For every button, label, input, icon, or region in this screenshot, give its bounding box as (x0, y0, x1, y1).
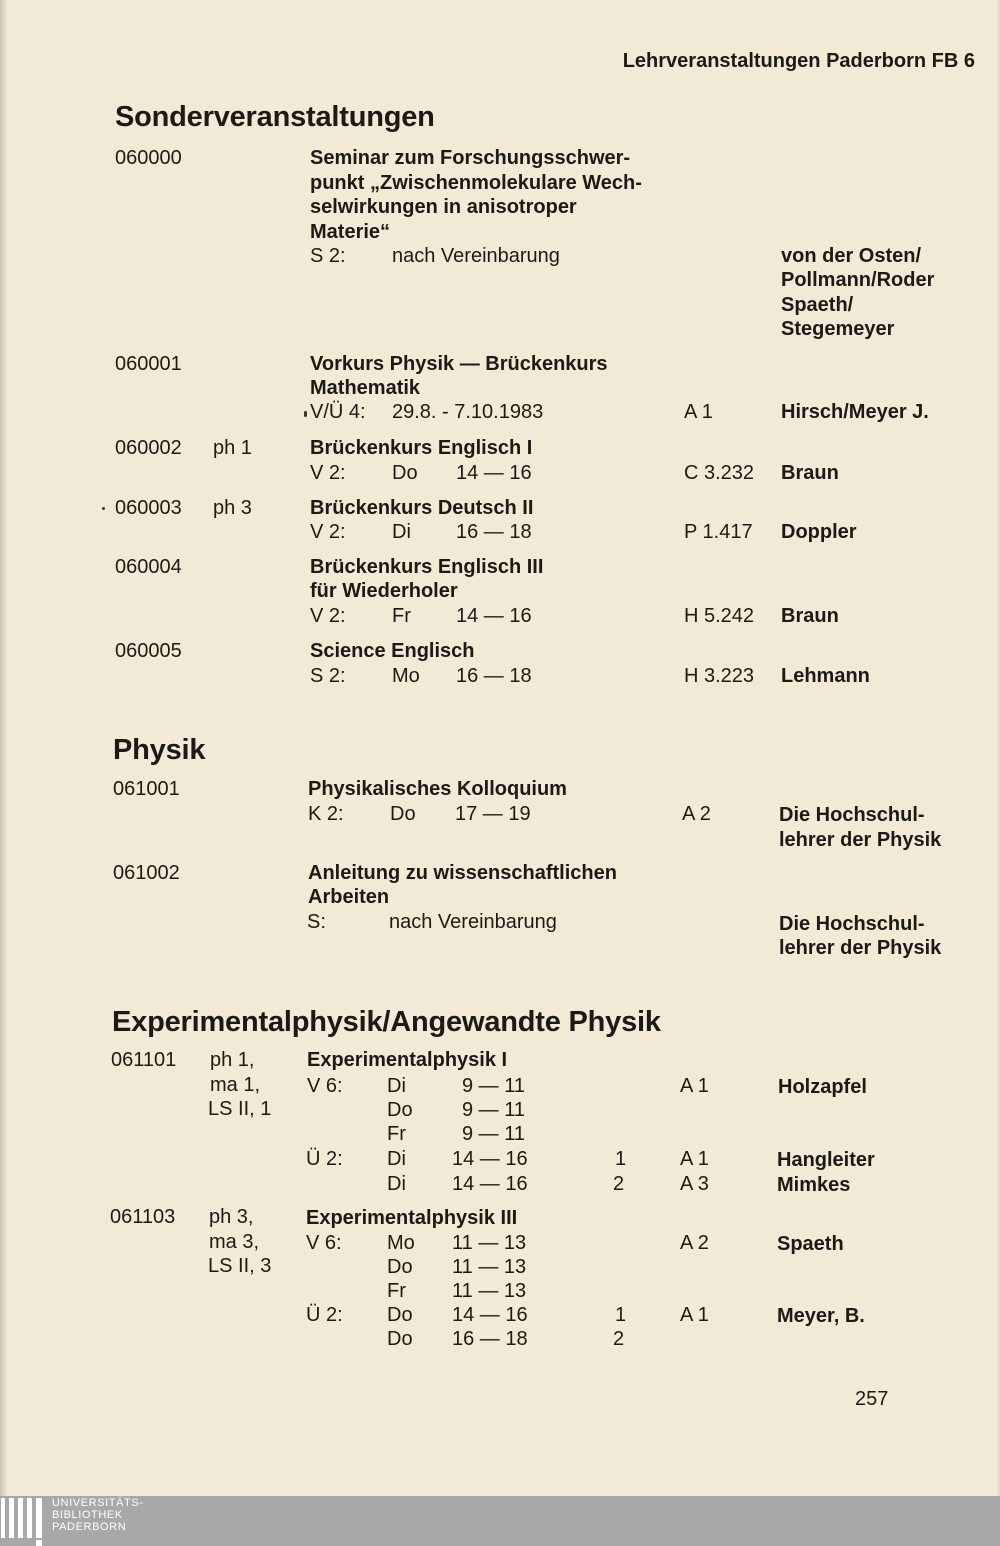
session-time: 14 — 16 (452, 1148, 528, 1170)
session-time: 11 — 13 (452, 1280, 527, 1302)
session-day: 29.8. - 7.10.1983 (392, 401, 544, 423)
session-room: A 3 (680, 1173, 709, 1195)
session-type: S 2: (310, 665, 346, 687)
lecturer-line: Hangleiter (777, 1149, 875, 1171)
page-number: 257 (855, 1388, 889, 1410)
audience-line: ph 1 (213, 437, 252, 459)
session-time: 16 — 18 (456, 665, 532, 687)
course-number: 061002 (113, 862, 180, 884)
session-time: 16 — 18 (452, 1328, 528, 1350)
course-title-line: Brückenkurs Deutsch II (310, 497, 534, 519)
lecturer-line: Lehmann (781, 665, 870, 687)
lecturer-line: Spaeth/ (781, 294, 854, 316)
section-heading: Physik (113, 734, 206, 766)
session-day: Do (387, 1099, 413, 1121)
session-group: 1 (615, 1304, 627, 1326)
session-day: Di (392, 521, 411, 543)
session-day: Do (387, 1328, 413, 1350)
session-time: 17 — 19 (455, 803, 531, 825)
course-title-line: punkt „Zwischenmolekulare Wech- (310, 172, 642, 194)
lecturer-line: Doppler (781, 521, 857, 543)
lecturer-line: Die Hochschul- (779, 913, 925, 935)
session-room: P 1.417 (684, 521, 753, 543)
session-time: 9 — 11 (462, 1075, 525, 1097)
lecturer-line: Braun (781, 605, 839, 627)
audience-line: ma 1, (210, 1074, 261, 1096)
session-day: Do (390, 803, 416, 825)
lecturer-line: lehrer der Physik (779, 937, 942, 959)
section-heading: Experimentalphysik/Angewandte Physik (112, 1006, 661, 1038)
course-title-line: Vorkurs Physik — Brückenkurs (310, 353, 608, 375)
section-heading: Sonderveranstaltungen (115, 101, 435, 133)
session-time: 9 — 11 (462, 1123, 525, 1145)
course-number: 061103 (110, 1206, 176, 1228)
session-type: K 2: (308, 803, 344, 825)
session-day: Mo (392, 665, 420, 687)
session-type: V 2: (310, 605, 346, 627)
library-footer-bar (0, 1496, 1000, 1546)
session-day: nach Vereinbarung (392, 245, 560, 267)
session-day: Mo (387, 1232, 415, 1254)
course-title-line: Anleitung zu wissenschaftlichen (308, 862, 617, 884)
audience-line: LS II, 3 (208, 1255, 272, 1277)
lecturer-line: Pollmann/Roder (781, 269, 935, 291)
session-day: Fr (387, 1123, 406, 1145)
session-time: 14 — 16 (456, 462, 532, 484)
course-number: 060004 (115, 556, 182, 578)
page-edge-shadow-right (996, 0, 1000, 1496)
session-time: 9 — 11 (462, 1099, 525, 1121)
course-title-line: Experimentalphysik I (307, 1049, 508, 1071)
course-title-line: Physikalisches Kolloquium (308, 778, 567, 800)
session-time: 11 — 13 (452, 1232, 527, 1254)
lecturer-line: Mimkes (777, 1174, 851, 1196)
session-day: Di (387, 1075, 406, 1097)
session-type: V 2: (310, 462, 346, 484)
course-number: 060003 (115, 497, 182, 519)
audience-line: ph 3, (209, 1206, 254, 1228)
course-title-line: Mathematik (310, 377, 421, 399)
session-type: Ü 2: (306, 1148, 343, 1170)
lecturer-line: Stegemeyer (781, 318, 895, 340)
course-title-line: Science Englisch (310, 640, 475, 662)
audience-line: ph 1, (210, 1049, 255, 1071)
course-title-line: Materie“ (310, 221, 391, 243)
session-time: 16 — 18 (456, 521, 532, 543)
session-type: Ü 2: (306, 1304, 343, 1326)
session-room: A 1 (680, 1148, 709, 1170)
session-group: 1 (615, 1148, 627, 1170)
course-number: 061001 (113, 778, 180, 800)
session-room: A 1 (680, 1075, 709, 1097)
lecturer-line: von der Osten/ (781, 245, 922, 267)
session-room: C 3.232 (684, 462, 755, 484)
course-title-line: selwirkungen in anisotroper (310, 196, 577, 218)
course-number: 060002 (115, 437, 182, 459)
session-group: 2 (613, 1328, 625, 1350)
session-room: A 1 (684, 401, 713, 423)
course-title-line: Brückenkurs Englisch III (310, 556, 544, 578)
course-title-line: für Wiederholer (310, 580, 458, 602)
audience-line: ph 3 (213, 497, 252, 519)
session-room: A 2 (680, 1232, 709, 1254)
course-title-line: Experimentalphysik III (306, 1207, 518, 1229)
lecturer-line: Meyer, B. (777, 1305, 865, 1327)
lecturer-line: Die Hochschul- (779, 804, 925, 826)
session-room: A 2 (682, 803, 711, 825)
session-type: V 2: (310, 521, 346, 543)
audience-line: LS II, 1 (208, 1098, 272, 1120)
lecturer-line: lehrer der Physik (779, 829, 942, 851)
session-day: Do (387, 1256, 413, 1278)
page-edge-shadow (0, 0, 8, 1496)
lecturer-line: Spaeth (777, 1233, 844, 1255)
library-logo-text: UNIVERSITÄTS- (52, 1497, 144, 1509)
session-day: Do (392, 462, 418, 484)
session-day: Do (387, 1304, 413, 1326)
course-title-line: Brückenkurs Englisch I (310, 437, 533, 459)
session-time: 11 — 13 (452, 1256, 527, 1278)
session-room: A 1 (680, 1304, 709, 1326)
course-number: 060000 (115, 147, 182, 169)
library-logo-text: BIBLIOTHEK (52, 1509, 123, 1521)
course-title-line: Arbeiten (308, 886, 390, 908)
session-day: Fr (387, 1280, 406, 1302)
session-time: 14 — 16 (452, 1304, 528, 1326)
scan-speck (304, 411, 307, 417)
course-title-line: Seminar zum Forschungsschwer- (310, 147, 631, 169)
session-type: S: (307, 911, 326, 933)
course-number: 061101 (111, 1049, 177, 1071)
lecturer-line: Hirsch/Meyer J. (781, 401, 929, 423)
library-logo-text: PADERBORN (52, 1521, 127, 1533)
session-day: nach Vereinbarung (389, 911, 557, 933)
session-day: Di (387, 1173, 406, 1195)
session-time: 14 — 16 (456, 605, 532, 627)
running-title: Lehrveranstaltungen Paderborn FB 6 (622, 50, 975, 72)
course-number: 060001 (115, 353, 182, 375)
session-type: V 6: (307, 1075, 343, 1097)
session-room: H 3.223 (684, 665, 755, 687)
session-type: V/Ü 4: (310, 401, 366, 423)
course-number: 060005 (115, 640, 182, 662)
session-group: 2 (613, 1173, 625, 1195)
session-day: Di (387, 1148, 406, 1170)
session-room: H 5.242 (684, 605, 755, 627)
session-type: S 2: (310, 245, 346, 267)
scan-speck (102, 507, 105, 510)
audience-line: ma 3, (209, 1231, 260, 1253)
session-day: Fr (392, 605, 411, 627)
lecturer-line: Holzapfel (778, 1076, 867, 1098)
session-type: V 6: (306, 1232, 342, 1254)
library-barcode-logo-icon (0, 1496, 48, 1546)
lecturer-line: Braun (781, 462, 839, 484)
session-time: 14 — 16 (452, 1173, 528, 1195)
